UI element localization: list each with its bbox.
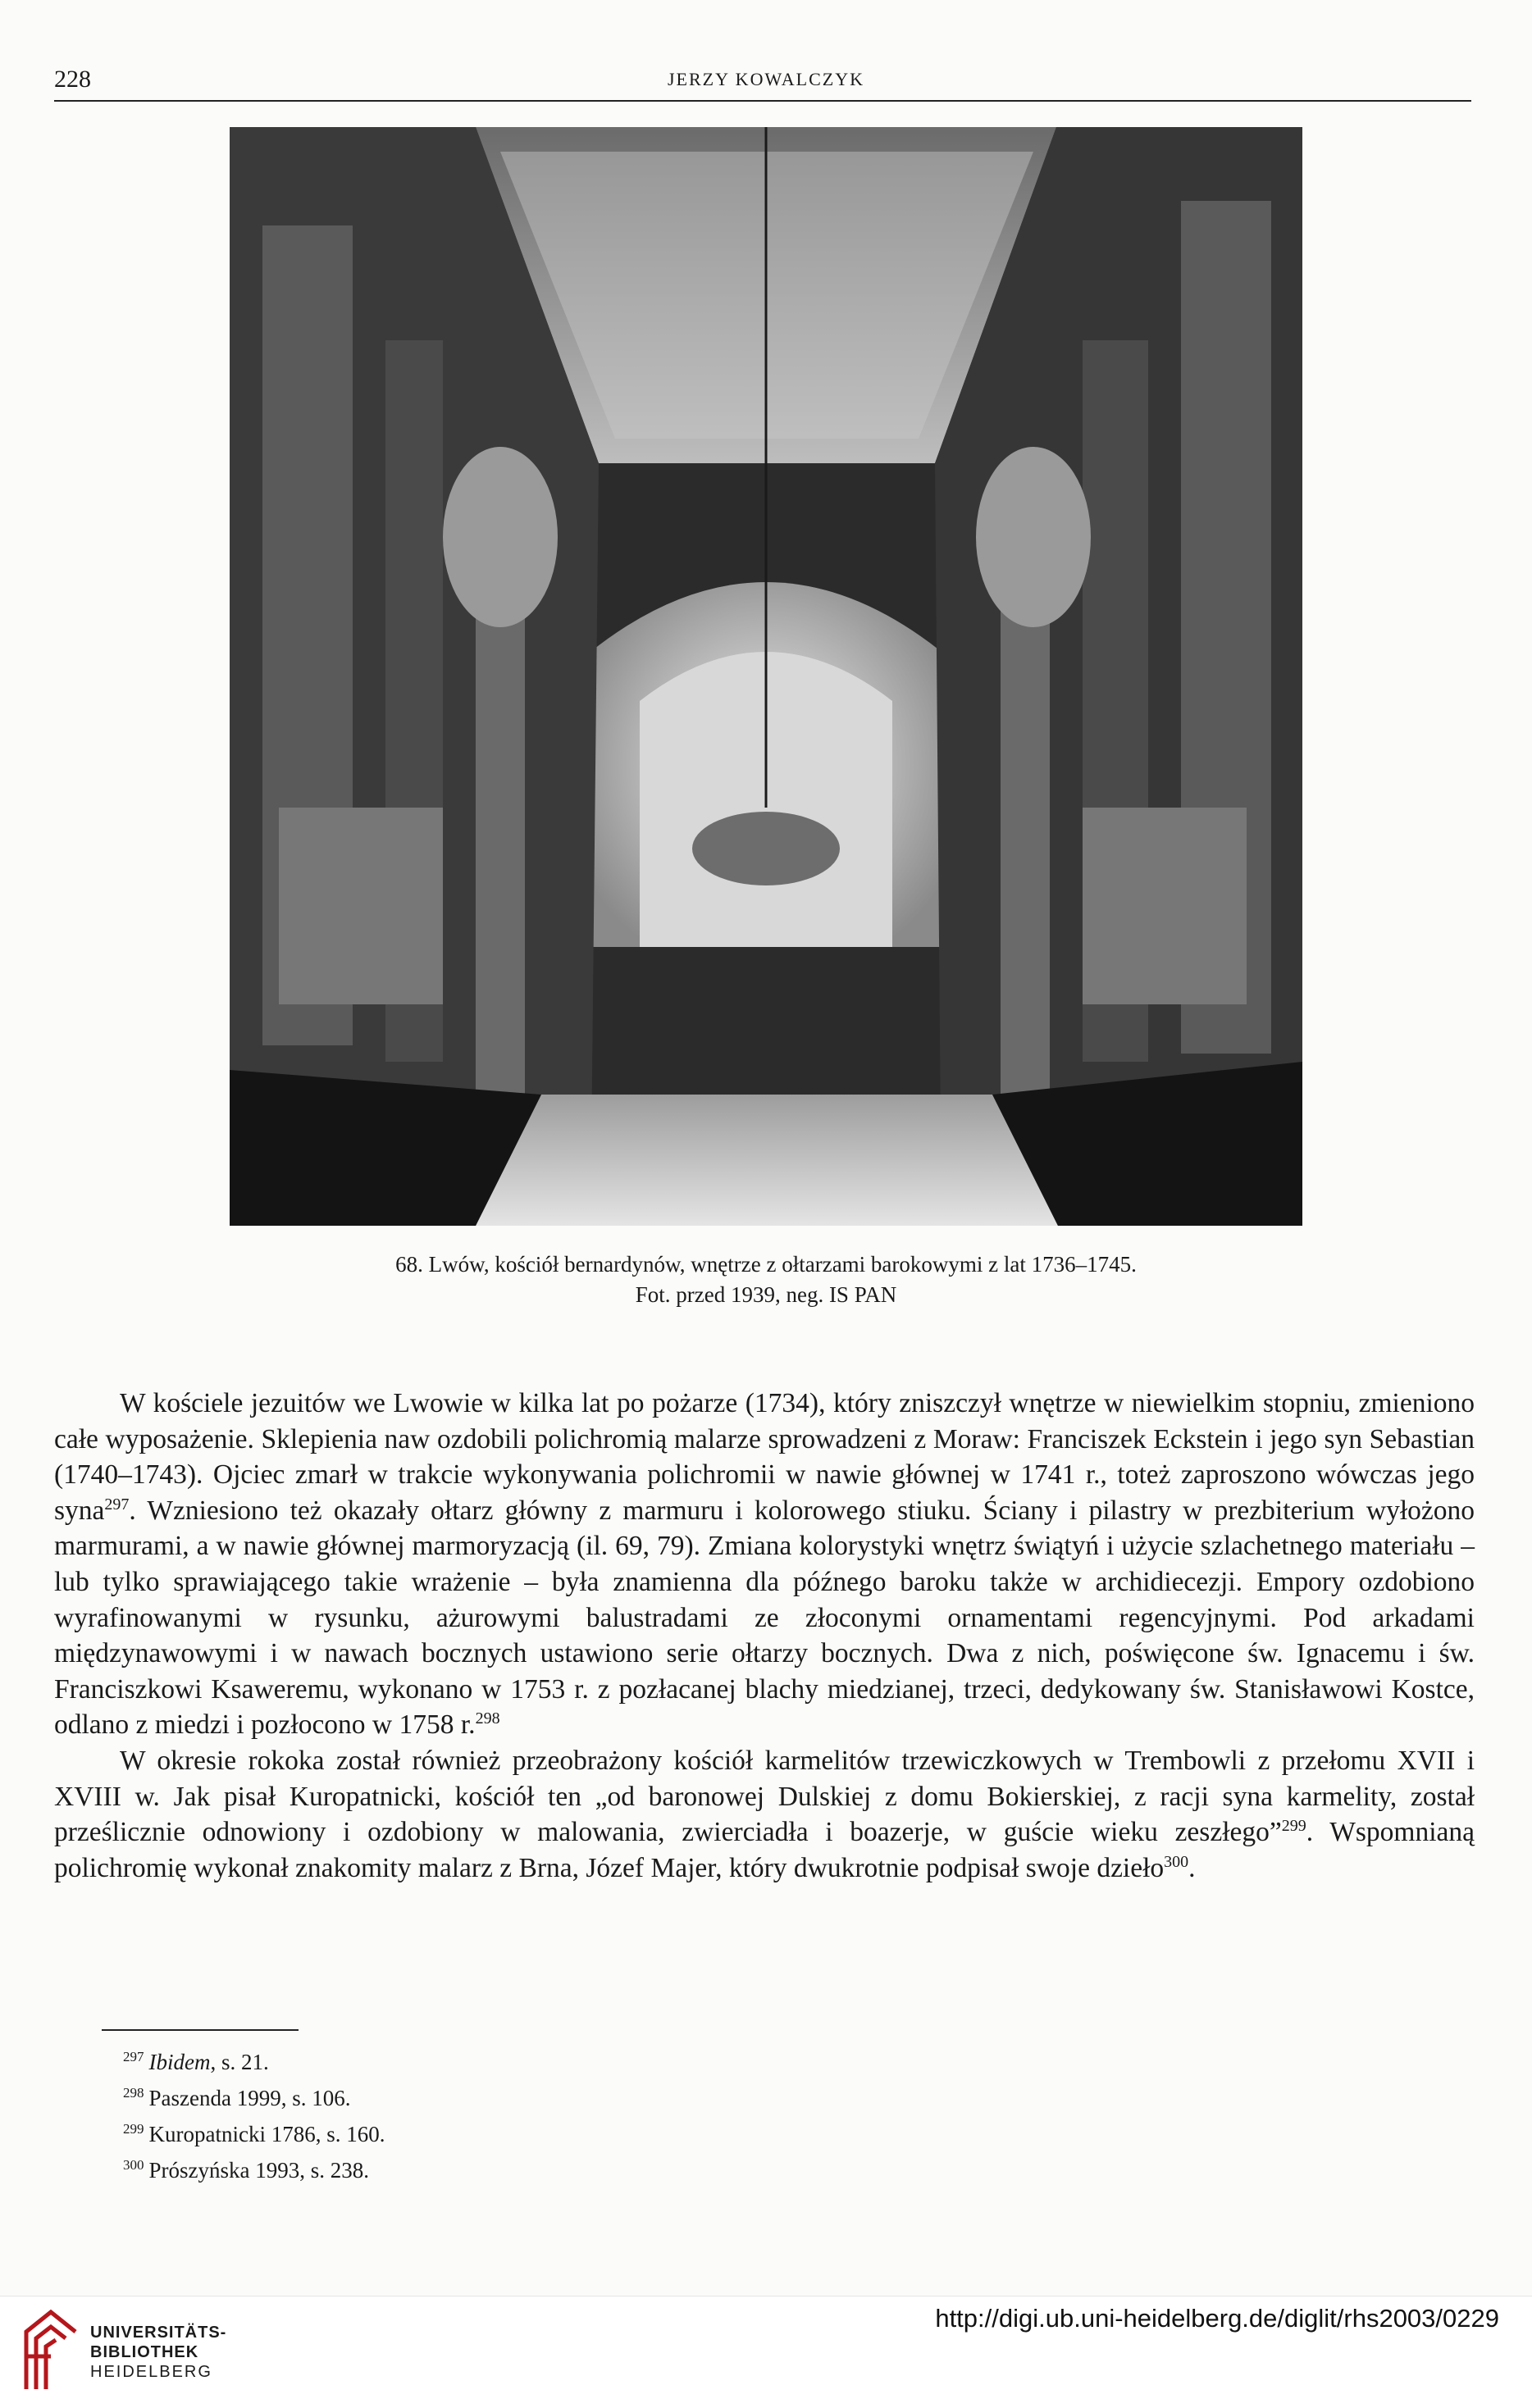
footnote — [123, 2078, 385, 2114]
footnote-text: Paszenda 1999, s. 106. — [148, 2086, 351, 2110]
footnote-text: , s. 21. — [210, 2050, 269, 2074]
footnote-ref[interactable]: 298 — [475, 1709, 500, 1728]
footnote — [123, 2042, 385, 2078]
document-url-link[interactable]: http://digi.ub.uni-heidelberg.de/diglit/rhs2003/0229 — [935, 2304, 1499, 2333]
library-name-line: UNIVERSITÄTS- — [90, 2324, 227, 2342]
footnote-number: 297 — [123, 2049, 144, 2064]
paragraph — [54, 1743, 1475, 1886]
footnote-italic: Ibidem — [148, 2050, 211, 2074]
library-name-line: HEIDELBERG — [90, 2363, 212, 2381]
footnote-number: 300 — [123, 2157, 144, 2173]
text-run: W kościele jezuitów we Lwowie w kilka lat po pożarze (1734), który zniszczył wnętrze w niewielkim stopniu, zmieniono całe wyposażenie. Sklepienia naw ozdobili polichromią malarze sprowadzeni z Moraw: Franciszek Eckstein i jego syn Sebastian (1740–1743). Ojciec zmarł w trakcie wykonywania polichromii w nawie głównej w 1741 r., toteż zaproszono wówczas jego syna — [54, 1388, 1475, 1526]
footnote-text: Kuropatnicki 1786, s. 160. — [148, 2122, 385, 2146]
text-run: . Wzniesiono też okazały ołtarz główny z marmuru i kolorowego stiuku. Ściany i pilastry w prezbiterium wyłożono marmurami, a w nawie głównej marmoryzacją (il. 69, 79). Zmiana kolorystyki wnętrz świątyń i użycie szlachetnego materiału – lub tylko sprawiającego takie wrażenie – była znamienna dla późnego baroku także w archidiecezji. Empory ozdobiono wyrafinowanymi w rysunku, ażurowymi balustradami ze złoconymi ornamentami regencyjnymi. Pod arkadami międzynawowymi i w nawach bocznych ustawiono serie ołtarzy bocznych. Dwa z nich, poświęcone św. Ignacemu i św. Franciszkowi Ksaweremu, wykonano w 1753 r. z pozłacanej blachy miedzianej, trzeci, dedykowany św. Stanisławowi Kostce, odlano z miedzi i pozłocono w 1758 r. — [54, 1495, 1475, 1741]
paragraph — [54, 1386, 1475, 1743]
library-name — [90, 2323, 226, 2382]
church-interior-photo — [230, 127, 1302, 1226]
footnote-text: Prószyńska 1993, s. 238. — [148, 2158, 369, 2183]
running-title: JERZY KOWALCZYK — [668, 69, 864, 89]
text-run: . — [1188, 1852, 1196, 1883]
figure-caption: 68. Lwów, kościół bernardynów, wnętrze z ołtarzami barokowymi z lat 1736–1745. — [395, 1252, 1137, 1277]
footnote-number: 299 — [123, 2121, 144, 2137]
figure-credit: Fot. przed 1939, neg. IS PAN — [635, 1282, 897, 1307]
footnote-ref[interactable]: 299 — [1281, 1816, 1306, 1835]
footnote-divider — [102, 2029, 299, 2031]
page-number: 228 — [54, 66, 91, 93]
text-run: W okresie rokoka został również przeobrażony kościół karmelitów trzewiczkowych w Trembowli z przełomu XVII i XVIII w. Jak pisał Kuropatnicki, kościół ten „od baronowej Dulskiej z domu Bokierskiej, z racji syna karmelity, został prześlicznie odnowiony i ozdobiony w malowania, zwierciadła i boazerje, w guście wieku zeszłego” — [54, 1745, 1475, 1848]
footnote — [123, 2114, 385, 2150]
footnote-ref[interactable]: 297 — [104, 1495, 130, 1514]
footnote — [123, 2150, 385, 2186]
header-divider — [54, 100, 1471, 102]
footnote-number: 298 — [123, 2085, 144, 2101]
footnotes — [123, 2042, 385, 2186]
text-run: . Wspomnianą polichromię wykonał znakomity malarz z Brna, Józef Majer, który dwukrotnie podpisał swoje dzieło — [54, 1817, 1475, 1883]
library-logo-icon[interactable] — [18, 2307, 84, 2394]
footnote-ref[interactable]: 300 — [1164, 1852, 1189, 1871]
library-name-line: BIBLIOTHEK — [90, 2343, 199, 2361]
body-text — [54, 1386, 1475, 1886]
